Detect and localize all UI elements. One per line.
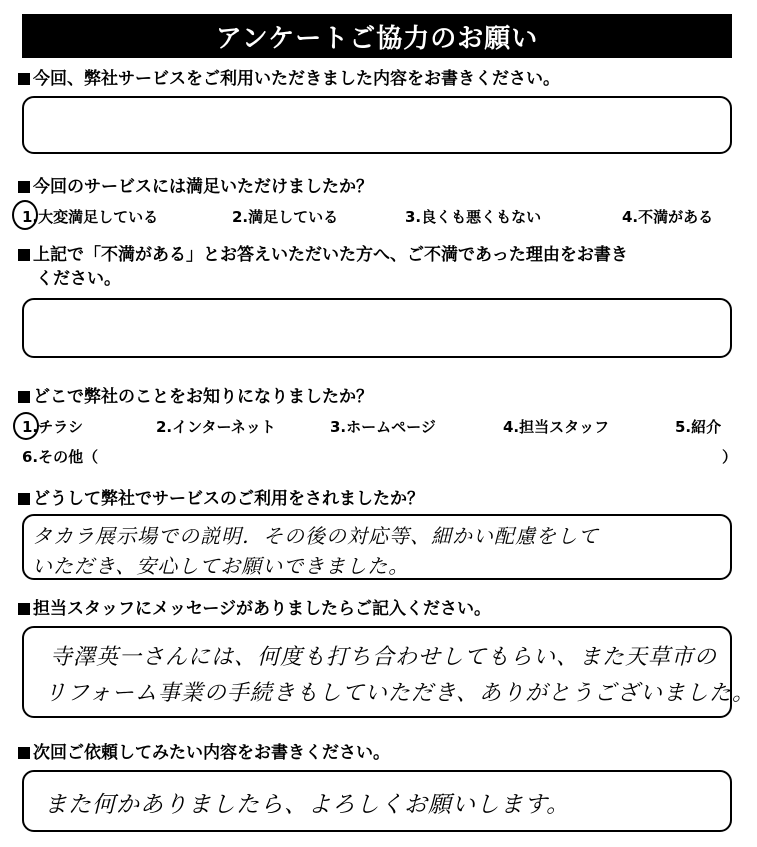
option-flyer[interactable]: 1.チラシ [22, 418, 84, 436]
selected-circle-mark [12, 200, 38, 230]
option-other-label[interactable]: 6.その他（ [22, 448, 99, 466]
square-bullet-icon [18, 73, 30, 85]
option-satisfied[interactable]: 2.満足している [232, 208, 339, 226]
question-3: 上記で「不満がある」とお答えいただいた方へ、ご不満であった理由をお書き [18, 244, 628, 266]
question-6: 担当スタッフにメッセージがありましたらご記入ください。 [18, 598, 491, 620]
answer-box-1[interactable] [22, 96, 732, 154]
option-other-close: ） [722, 448, 738, 466]
square-bullet-icon [18, 603, 30, 615]
square-bullet-icon [18, 747, 30, 759]
option-very-satisfied[interactable]: 1.大変満足している [22, 208, 159, 226]
question-7: 次回ご依頼してみたい内容をお書きください。 [18, 742, 390, 764]
question-1: 今回、弊社サービスをご利用いただきました内容をお書きください。 [18, 68, 560, 90]
square-bullet-icon [18, 391, 30, 403]
answer-box-3[interactable] [22, 298, 732, 358]
square-bullet-icon [18, 249, 30, 261]
option-referral[interactable]: 5.紹介 [675, 418, 722, 436]
option-neutral[interactable]: 3.良くも悪くもない [405, 208, 542, 226]
question-3-cont: ください。 [36, 269, 121, 289]
handwritten-answer-7: また何かありましたら、よろしくお願いします。 [44, 792, 571, 818]
question-5: どうして弊社でサービスのご利用をされましたか？ [18, 488, 424, 510]
page-title: アンケートご協力のお願い [22, 14, 732, 58]
square-bullet-icon [18, 493, 30, 505]
selected-circle-mark [13, 412, 39, 440]
option-staff[interactable]: 4.担当スタッフ [503, 418, 610, 436]
option-homepage[interactable]: 3.ホームページ [330, 418, 436, 436]
handwritten-answer-6-line-1: 寺澤英一さんには、何度も打ち合わせしてもらい、また天草市の [50, 645, 718, 670]
handwritten-answer-5-line-1: タカラ展示場での説明．その後の対応等、細かい配慮をして [32, 524, 599, 548]
question-4: どこで弊社のことをお知りになりましたか？ [18, 386, 373, 408]
handwritten-answer-5-line-2: いただき、安心してお願いできました。 [32, 554, 410, 578]
handwritten-answer-6-line-2: リフォーム事業の手続きもしていただき、ありがとうございました。 [44, 681, 756, 706]
question-2: 今回のサービスには満足いただけましたか？ [18, 176, 373, 198]
option-dissatisfied[interactable]: 4.不満がある [622, 208, 714, 226]
square-bullet-icon [18, 181, 30, 193]
option-internet[interactable]: 2.インターネット [156, 418, 276, 436]
